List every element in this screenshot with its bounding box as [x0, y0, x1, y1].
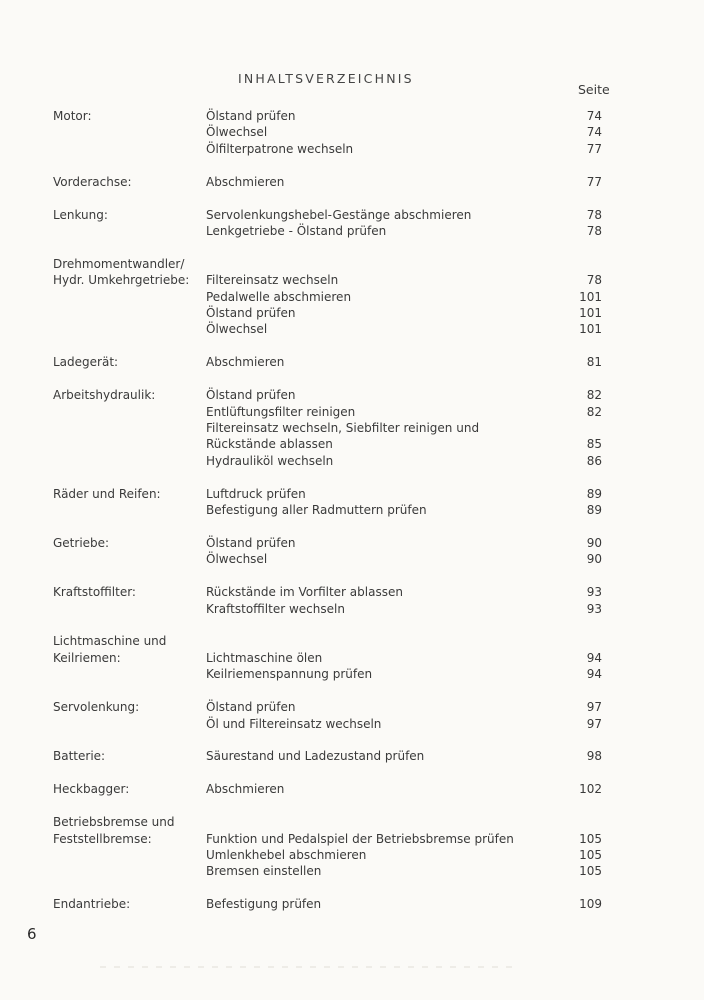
toc-entry-text: Befestigung prüfen [206, 897, 322, 912]
toc-category-label: Lenkung: [53, 207, 108, 222]
toc-category-label: Drehmomentwandler/ [53, 256, 185, 271]
table-of-contents [53, 108, 613, 929]
toc-category-label: Vorderachse: [53, 174, 132, 189]
toc-row [53, 174, 613, 190]
toc-entry-page: 81 [586, 355, 602, 370]
toc-entry-page: 78 [586, 207, 602, 222]
toc-section [53, 633, 613, 682]
toc-row [53, 535, 613, 551]
toc-row [53, 305, 613, 321]
toc-section [53, 174, 613, 190]
toc-row [53, 141, 613, 157]
toc-row [53, 436, 613, 452]
toc-entry-text: Luftdruck prüfen [206, 486, 306, 501]
toc-entry-text: Ölwechsel [206, 552, 268, 567]
toc-row [53, 601, 613, 617]
toc-section [53, 207, 613, 240]
toc-entry-text: Servolenkungshebel-Gestänge abschmieren [206, 207, 472, 222]
toc-entry-text: Umlenkhebel abschmieren [206, 848, 367, 862]
toc-section [53, 699, 613, 732]
toc-category-label: Ladegerät: [53, 355, 119, 370]
toc-row [53, 404, 613, 420]
toc-entry-text: Kraftstoffilter wechseln [206, 601, 345, 616]
toc-category-label: Lichtmaschine und [53, 634, 167, 649]
toc-entry-text: Öl und Filtereinsatz wechseln [206, 716, 382, 731]
toc-entry-page: 85 [586, 437, 602, 452]
toc-row [53, 354, 613, 370]
toc-entry-text: Ölwechsel [206, 322, 268, 337]
toc-row [53, 863, 613, 879]
toc-entry-page: 94 [586, 667, 602, 682]
toc-row [53, 321, 613, 337]
toc-entry-page: 109 [579, 897, 602, 912]
toc-row [53, 223, 613, 239]
toc-entry-text: Ölstand prüfen [206, 388, 296, 403]
toc-entry-page: 98 [586, 749, 602, 764]
toc-row [53, 551, 613, 567]
toc-entry-text: Ölfilterpatrone wechseln [206, 141, 354, 156]
toc-entry-page: 101 [579, 289, 602, 304]
toc-category-label: Arbeitshydraulik: [53, 388, 156, 403]
toc-row [53, 207, 613, 223]
toc-row [53, 650, 613, 666]
toc-section [53, 108, 613, 157]
toc-entry-page: 94 [586, 650, 602, 665]
toc-row [53, 272, 613, 288]
toc-entry-text: Abschmieren [206, 782, 285, 797]
toc-entry-text: Keilriemenspannung prüfen [206, 667, 373, 682]
toc-entry-text: Entlüftungsfilter reinigen [206, 404, 356, 419]
toc-category-label: Keilriemen: [53, 650, 121, 665]
page-number: 6 [27, 925, 37, 943]
toc-row [53, 420, 613, 436]
toc-section [53, 486, 613, 519]
toc-category-label: Feststellbremse: [53, 831, 152, 846]
toc-section [53, 748, 613, 764]
toc-entry-text: Abschmieren [206, 174, 285, 189]
toc-entry-page: 89 [586, 503, 602, 518]
toc-category-label: Hydr. Umkehrgetriebe: [53, 273, 190, 288]
toc-entry-page: 93 [586, 585, 602, 600]
toc-entry-text: Ölstand prüfen [206, 109, 296, 123]
scan-artifact [100, 966, 520, 968]
toc-entry-page: 86 [586, 453, 602, 468]
toc-section [53, 584, 613, 617]
toc-row [53, 502, 613, 518]
toc-entry-text: Hydrauliköl wechseln [206, 453, 334, 468]
toc-category-label: Servolenkung: [53, 700, 140, 715]
toc-section [53, 814, 613, 880]
toc-entry-page: 105 [579, 831, 602, 846]
toc-section [53, 896, 613, 912]
toc-row [53, 781, 613, 797]
toc-section [53, 256, 613, 338]
toc-row [53, 814, 613, 830]
toc-row [53, 847, 613, 863]
toc-row [53, 748, 613, 764]
toc-entry-page: 105 [579, 848, 602, 862]
toc-entry-text: Ölstand prüfen [206, 306, 296, 321]
toc-entry-text: Rückstände ablassen [206, 437, 333, 452]
toc-row [53, 716, 613, 732]
toc-entry-page: 102 [579, 782, 602, 797]
toc-entry-text: Funktion und Pedalspiel der Betriebsbremse prüfen [206, 831, 514, 846]
toc-category-label: Motor: [53, 109, 92, 123]
toc-entry-text: Bremsen einstellen [206, 864, 322, 879]
toc-entry-text: Ölwechsel [206, 125, 268, 140]
toc-entry-page: 82 [586, 404, 602, 419]
toc-entry-page: 82 [586, 388, 602, 403]
toc-row [53, 896, 613, 912]
toc-entry-page: 97 [586, 716, 602, 731]
toc-section [53, 535, 613, 568]
toc-section [53, 781, 613, 797]
toc-entry-page: 101 [579, 306, 602, 321]
toc-category-label: Endantriebe: [53, 897, 131, 912]
page-column-header: Seite [578, 82, 610, 97]
toc-category-label: Batterie: [53, 749, 106, 764]
toc-entry-text: Ölstand prüfen [206, 535, 296, 550]
toc-category-label: Betriebsbremse und [53, 815, 175, 830]
toc-entry-text: Pedalwelle abschmieren [206, 289, 352, 304]
toc-entry-page: 90 [586, 552, 602, 567]
toc-entry-text: Lenkgetriebe - Ölstand prüfen [206, 223, 387, 238]
toc-row [53, 289, 613, 305]
toc-entry-text: Filtereinsatz wechseln [206, 273, 339, 288]
toc-category-label: Getriebe: [53, 535, 110, 550]
toc-category-label: Heckbagger: [53, 782, 130, 797]
toc-row [53, 108, 613, 124]
toc-entry-page: 90 [586, 535, 602, 550]
toc-entry-page: 78 [586, 223, 602, 238]
toc-entry-page: 78 [586, 273, 602, 288]
toc-row [53, 584, 613, 600]
toc-entry-text: Säurestand und Ladezustand prüfen [206, 749, 425, 764]
toc-entry-text: Ölstand prüfen [206, 700, 296, 715]
toc-entry-text: Befestigung aller Radmuttern prüfen [206, 503, 427, 518]
toc-row [53, 633, 613, 649]
toc-entry-page: 101 [579, 322, 602, 337]
toc-row [53, 666, 613, 682]
toc-section [53, 387, 613, 469]
toc-entry-page: 77 [586, 174, 602, 189]
toc-entry-page: 93 [586, 601, 602, 616]
toc-row [53, 453, 613, 469]
toc-entry-text: Lichtmaschine ölen [206, 650, 323, 665]
toc-entry-page: 89 [586, 486, 602, 501]
toc-row [53, 699, 613, 715]
toc-entry-text: Rückstände im Vorfilter ablassen [206, 585, 403, 600]
toc-row [53, 831, 613, 847]
toc-entry-text: Filtereinsatz wechseln, Siebfilter reinigen und [206, 420, 480, 435]
toc-row [53, 387, 613, 403]
toc-entry-page: 105 [579, 864, 602, 879]
toc-entry-page: 74 [586, 109, 602, 123]
toc-category-label: Räder und Reifen: [53, 486, 161, 501]
page-title: INHALTSVERZEICHNIS [238, 71, 414, 86]
toc-entry-page: 74 [586, 125, 602, 140]
toc-entry-page: 97 [586, 700, 602, 715]
toc-entry-text: Abschmieren [206, 355, 285, 370]
toc-row [53, 256, 613, 272]
toc-entry-page: 77 [586, 141, 602, 156]
toc-row [53, 486, 613, 502]
toc-category-label: Kraftstoffilter: [53, 585, 136, 600]
toc-row [53, 124, 613, 140]
toc-section [53, 354, 613, 370]
